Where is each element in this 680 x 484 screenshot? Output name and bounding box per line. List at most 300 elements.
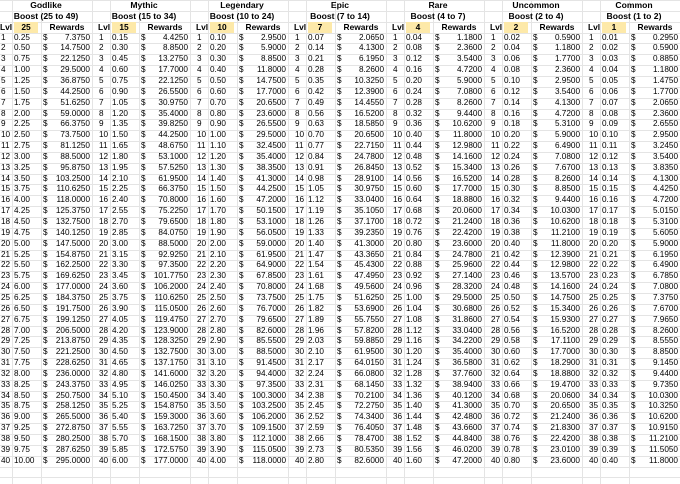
reward-cell[interactable]: 14.4550 (354, 97, 384, 107)
reward-cell[interactable]: 28.3200 (452, 282, 482, 292)
level-cell[interactable]: 16 (197, 195, 207, 205)
reward-cell[interactable]: 4.1300 (652, 173, 678, 183)
multiplier-cell[interactable]: 1.28 (406, 368, 422, 378)
reward-cell[interactable]: 2.0650 (652, 97, 678, 107)
multiplier-cell[interactable]: 1.40 (406, 401, 422, 411)
reward-cell[interactable]: 10.3250 (648, 401, 678, 411)
multiplier-cell[interactable]: 0.68 (406, 206, 422, 216)
reward-cell[interactable]: 5.3100 (652, 217, 678, 226)
reward-cell[interactable]: 76.4050 (354, 423, 384, 433)
multiplier-cell[interactable]: 0.15 (602, 184, 618, 194)
reward-cell[interactable]: 3.5400 (456, 54, 482, 64)
level-cell[interactable]: 12 (393, 151, 403, 161)
level-cell[interactable]: 33 (99, 379, 109, 389)
reward-cell[interactable]: 24.7800 (452, 249, 482, 259)
multiplier-cell[interactable]: 1.50 (112, 130, 128, 140)
level-cell[interactable]: 1 (393, 32, 398, 42)
reward-cell[interactable]: 14.1600 (452, 151, 482, 161)
reward-cell[interactable]: 5.9000 (456, 75, 482, 85)
level-cell[interactable]: 30 (99, 347, 109, 357)
multiplier-cell[interactable]: 0.32 (504, 195, 520, 205)
reward-cell[interactable]: 4.4250 (652, 184, 678, 194)
level-cell[interactable]: 26 (1, 303, 11, 313)
multiplier-cell[interactable]: 0.88 (406, 260, 422, 270)
reward-cell[interactable]: 20.6500 (354, 130, 384, 140)
reward-cell[interactable]: 10.9150 (648, 423, 678, 433)
level-cell[interactable]: 1 (589, 32, 594, 42)
multiplier-cell[interactable]: 0.28 (602, 325, 618, 335)
reward-cell[interactable]: 103.2500 (251, 401, 286, 411)
level-cell[interactable]: 26 (197, 303, 207, 313)
level-cell[interactable]: 4 (589, 65, 594, 75)
reward-cell[interactable]: 41.3000 (256, 173, 286, 183)
reward-cell[interactable]: 35.4000 (452, 347, 482, 357)
reward-cell[interactable]: 8.2600 (456, 97, 482, 107)
level-cell[interactable]: 11 (295, 141, 304, 151)
multiplier-cell[interactable]: 0.25 (14, 32, 30, 42)
multiplier-cell[interactable]: 2.55 (112, 206, 128, 216)
reward-cell[interactable]: 26.8450 (354, 162, 384, 172)
reward-cell[interactable]: 37.1700 (354, 217, 384, 226)
multiplier-cell[interactable]: 0.52 (406, 162, 422, 172)
reward-cell[interactable]: 8.2600 (358, 65, 384, 75)
reward-cell[interactable]: 5.9000 (260, 43, 286, 53)
multiplier-cell[interactable]: 1.82 (308, 303, 324, 313)
level-cell[interactable]: 27 (1, 314, 11, 324)
level-cell[interactable]: 32 (589, 368, 599, 378)
level-cell[interactable]: 24 (295, 282, 305, 292)
reward-cell[interactable]: 10.3250 (354, 75, 384, 85)
multiplier-cell[interactable]: 0.28 (406, 97, 422, 107)
reward-cell[interactable]: 14.7500 (256, 75, 286, 85)
level-cell[interactable]: 30 (491, 347, 501, 357)
boost-input-cell[interactable]: 2 (504, 22, 528, 33)
multiplier-cell[interactable]: 1.05 (308, 184, 324, 194)
multiplier-cell[interactable]: 3.75 (14, 184, 30, 194)
level-cell[interactable]: 24 (589, 282, 599, 292)
reward-cell[interactable]: 45.4300 (354, 260, 384, 270)
multiplier-cell[interactable]: 0.12 (504, 86, 520, 96)
reward-cell[interactable]: 101.7750 (153, 271, 188, 281)
multiplier-cell[interactable]: 0.30 (602, 347, 618, 357)
reward-cell[interactable]: 37.7600 (452, 368, 482, 378)
multiplier-cell[interactable]: 0.28 (504, 173, 520, 183)
multiplier-cell[interactable]: 4.50 (14, 217, 30, 226)
reward-cell[interactable]: 6.4900 (652, 260, 678, 270)
reward-cell[interactable]: 73.7500 (256, 292, 286, 302)
multiplier-cell[interactable]: 0.08 (602, 108, 618, 118)
multiplier-cell[interactable]: 5.00 (14, 238, 30, 248)
reward-cell[interactable]: 49.5600 (354, 282, 384, 292)
multiplier-cell[interactable]: 6.25 (14, 292, 30, 302)
multiplier-cell[interactable]: 3.45 (112, 271, 128, 281)
multiplier-cell[interactable]: 2.80 (308, 455, 324, 465)
level-cell[interactable]: 37 (197, 423, 207, 433)
reward-cell[interactable]: 9.4400 (456, 108, 482, 118)
multiplier-cell[interactable]: 0.16 (602, 195, 618, 205)
level-cell[interactable]: 36 (197, 412, 207, 422)
level-cell[interactable]: 3 (295, 54, 300, 64)
multiplier-cell[interactable]: 0.70 (308, 130, 324, 140)
multiplier-cell[interactable]: 1.00 (14, 65, 30, 75)
multiplier-cell[interactable]: 4.80 (112, 368, 128, 378)
reward-cell[interactable]: 33.0400 (354, 195, 384, 205)
multiplier-cell[interactable]: 0.60 (210, 86, 226, 96)
level-cell[interactable]: 2 (295, 43, 300, 53)
reward-cell[interactable]: 3.2450 (652, 141, 678, 151)
multiplier-cell[interactable]: 0.74 (504, 423, 520, 433)
level-cell[interactable]: 12 (1, 151, 11, 161)
multiplier-cell[interactable]: 9.50 (14, 434, 30, 443)
reward-cell[interactable]: 265.5000 (55, 412, 90, 422)
multiplier-cell[interactable]: 2.38 (308, 390, 324, 400)
level-cell[interactable]: 15 (1, 184, 11, 194)
level-cell[interactable]: 2 (393, 43, 398, 53)
reward-cell[interactable]: 44.2500 (256, 184, 286, 194)
multiplier-cell[interactable]: 0.70 (210, 97, 226, 107)
reward-cell[interactable]: 8.2600 (652, 325, 678, 335)
level-cell[interactable]: 23 (393, 271, 403, 281)
multiplier-cell[interactable]: 1.33 (308, 227, 324, 237)
level-cell[interactable]: 34 (99, 390, 109, 400)
multiplier-cell[interactable]: 2.31 (308, 379, 324, 389)
level-cell[interactable]: 7 (1, 97, 6, 107)
level-cell[interactable]: 11 (99, 141, 108, 151)
multiplier-cell[interactable]: 0.20 (406, 75, 422, 85)
reward-cell[interactable]: 23.0100 (550, 444, 580, 454)
multiplier-cell[interactable]: 0.26 (602, 303, 618, 313)
multiplier-cell[interactable]: 0.44 (406, 141, 422, 151)
reward-cell[interactable]: 154.8750 (153, 401, 188, 411)
reward-cell[interactable]: 26.5500 (158, 86, 188, 96)
level-cell[interactable]: 9 (1, 119, 6, 129)
multiplier-cell[interactable]: 1.25 (14, 75, 30, 85)
level-cell[interactable]: 4 (1, 65, 6, 75)
reward-cell[interactable]: 4.1300 (358, 43, 384, 53)
level-cell[interactable]: 7 (589, 97, 594, 107)
reward-cell[interactable]: 6.1950 (652, 249, 678, 259)
level-cell[interactable]: 25 (197, 292, 207, 302)
multiplier-cell[interactable]: 2.90 (210, 336, 226, 346)
reward-cell[interactable]: 5.9000 (554, 130, 580, 140)
level-cell[interactable]: 11 (1, 141, 10, 151)
level-cell[interactable]: 22 (589, 260, 599, 270)
multiplier-cell[interactable]: 4.20 (112, 325, 128, 335)
level-cell[interactable]: 18 (589, 217, 599, 226)
level-cell[interactable]: 25 (589, 292, 599, 302)
multiplier-cell[interactable]: 0.05 (602, 75, 618, 85)
level-cell[interactable]: 36 (589, 412, 599, 422)
multiplier-cell[interactable]: 1.60 (406, 455, 422, 465)
multiplier-cell[interactable]: 0.03 (602, 54, 618, 64)
multiplier-cell[interactable]: 1.75 (14, 97, 30, 107)
level-cell[interactable]: 24 (99, 282, 109, 292)
level-cell[interactable]: 4 (295, 65, 300, 75)
reward-cell[interactable]: 57.5250 (158, 162, 188, 172)
reward-cell[interactable]: 0.8850 (652, 54, 678, 64)
reward-cell[interactable]: 18.5850 (354, 119, 384, 129)
level-cell[interactable]: 34 (1, 390, 11, 400)
multiplier-cell[interactable]: 0.63 (308, 119, 324, 129)
level-cell[interactable]: 28 (393, 325, 403, 335)
reward-cell[interactable]: 10.0300 (648, 390, 678, 400)
level-cell[interactable]: 17 (295, 206, 305, 216)
multiplier-cell[interactable]: 1.40 (308, 238, 324, 248)
reward-cell[interactable]: 21.2400 (452, 217, 482, 226)
multiplier-cell[interactable]: 1.26 (308, 217, 324, 226)
multiplier-cell[interactable]: 0.72 (406, 217, 422, 226)
multiplier-cell[interactable]: 0.68 (504, 390, 520, 400)
level-cell[interactable]: 3 (491, 54, 496, 64)
multiplier-cell[interactable]: 8.00 (14, 368, 30, 378)
reward-cell[interactable]: 12.3900 (354, 86, 384, 96)
multiplier-cell[interactable]: 0.22 (602, 260, 618, 270)
level-cell[interactable]: 11 (197, 141, 206, 151)
reward-cell[interactable]: 287.6250 (55, 444, 90, 454)
level-cell[interactable]: 22 (197, 260, 207, 270)
level-cell[interactable]: 10 (99, 130, 109, 140)
level-cell[interactable]: 2 (197, 43, 202, 53)
reward-cell[interactable]: 84.0750 (158, 227, 188, 237)
multiplier-cell[interactable]: 2.10 (210, 249, 226, 259)
level-cell[interactable]: 33 (589, 379, 599, 389)
level-cell[interactable]: 18 (1, 217, 11, 226)
reward-cell[interactable]: 8.8500 (554, 184, 580, 194)
level-cell[interactable]: 39 (295, 444, 305, 454)
reward-cell[interactable]: 75.2250 (158, 206, 188, 216)
multiplier-cell[interactable]: 0.32 (602, 368, 618, 378)
level-cell[interactable]: 33 (393, 379, 403, 389)
level-cell[interactable]: 31 (99, 358, 109, 368)
multiplier-cell[interactable]: 0.16 (406, 65, 422, 75)
multiplier-cell[interactable]: 0.45 (112, 54, 128, 64)
boost-input-cell[interactable]: 1 (602, 22, 626, 33)
reward-cell[interactable]: 8.2600 (554, 173, 580, 183)
reward-cell[interactable]: 47.4950 (354, 271, 384, 281)
reward-cell[interactable]: 61.9500 (256, 249, 286, 259)
multiplier-cell[interactable]: 0.40 (504, 238, 520, 248)
level-cell[interactable]: 39 (491, 444, 501, 454)
reward-cell[interactable]: 4.7200 (652, 195, 678, 205)
reward-cell[interactable]: 39.2350 (354, 227, 384, 237)
level-cell[interactable]: 12 (491, 151, 501, 161)
multiplier-cell[interactable]: 0.09 (602, 119, 618, 129)
multiplier-cell[interactable]: 5.75 (14, 271, 30, 281)
reward-cell[interactable]: 29.5000 (60, 65, 90, 75)
multiplier-cell[interactable]: 4.00 (14, 195, 30, 205)
level-cell[interactable]: 39 (393, 444, 403, 454)
level-cell[interactable]: 22 (1, 260, 11, 270)
level-cell[interactable]: 2 (491, 43, 496, 53)
level-cell[interactable]: 38 (393, 434, 403, 443)
reward-cell[interactable]: 44.8400 (452, 434, 482, 443)
reward-cell[interactable]: 258.1250 (55, 401, 90, 411)
reward-cell[interactable]: 79.6500 (158, 217, 188, 226)
reward-cell[interactable]: 162.2500 (55, 260, 90, 270)
reward-cell[interactable]: 221.2500 (55, 347, 90, 357)
level-cell[interactable]: 20 (197, 238, 207, 248)
reward-cell[interactable]: 0.2950 (652, 32, 678, 42)
level-cell[interactable]: 12 (589, 151, 599, 161)
level-cell[interactable]: 18 (197, 217, 207, 226)
multiplier-cell[interactable]: 0.18 (602, 217, 618, 226)
multiplier-cell[interactable]: 0.17 (602, 206, 618, 216)
level-cell[interactable]: 27 (197, 314, 207, 324)
level-cell[interactable]: 16 (393, 195, 403, 205)
level-cell[interactable]: 40 (393, 455, 403, 465)
reward-cell[interactable]: 7.9650 (652, 314, 678, 324)
level-cell[interactable]: 19 (99, 227, 109, 237)
level-cell[interactable]: 22 (99, 260, 109, 270)
reward-cell[interactable]: 39.8250 (158, 119, 188, 129)
level-cell[interactable]: 15 (589, 184, 599, 194)
multiplier-cell[interactable]: 3.50 (210, 401, 226, 411)
multiplier-cell[interactable]: 0.66 (504, 379, 520, 389)
multiplier-cell[interactable]: 0.04 (602, 65, 618, 75)
level-cell[interactable]: 12 (295, 151, 305, 161)
multiplier-cell[interactable]: 0.36 (504, 217, 520, 226)
reward-cell[interactable]: 2.9500 (652, 130, 678, 140)
reward-cell[interactable]: 22.4200 (452, 227, 482, 237)
multiplier-cell[interactable]: 4.00 (210, 455, 226, 465)
multiplier-cell[interactable]: 0.24 (504, 151, 520, 161)
reward-cell[interactable]: 11.5050 (649, 444, 678, 454)
level-cell[interactable]: 4 (491, 65, 496, 75)
level-cell[interactable]: 10 (589, 130, 599, 140)
reward-cell[interactable]: 5.6050 (652, 227, 678, 237)
multiplier-cell[interactable]: 0.39 (602, 444, 618, 454)
reward-cell[interactable]: 118.0000 (252, 455, 286, 465)
reward-cell[interactable]: 33.0400 (452, 325, 482, 335)
multiplier-cell[interactable]: 1.36 (406, 390, 422, 400)
reward-cell[interactable]: 1.1800 (652, 65, 678, 75)
reward-cell[interactable]: 14.7500 (60, 43, 90, 53)
multiplier-cell[interactable]: 1.20 (406, 347, 422, 357)
level-cell[interactable]: 37 (393, 423, 403, 433)
multiplier-cell[interactable]: 0.60 (504, 347, 520, 357)
multiplier-cell[interactable]: 1.40 (210, 173, 226, 183)
level-cell[interactable]: 27 (295, 314, 305, 324)
level-cell[interactable]: 36 (99, 412, 109, 422)
level-cell[interactable]: 15 (197, 184, 207, 194)
multiplier-cell[interactable]: 1.60 (210, 195, 226, 205)
level-cell[interactable]: 33 (295, 379, 305, 389)
reward-cell[interactable]: 56.0500 (256, 227, 286, 237)
level-cell[interactable]: 32 (99, 368, 109, 378)
reward-cell[interactable]: 17.7000 (158, 65, 188, 75)
level-cell[interactable]: 18 (393, 217, 403, 226)
reward-cell[interactable]: 1.7700 (554, 54, 580, 64)
reward-cell[interactable]: 11.8000 (257, 65, 286, 75)
reward-cell[interactable]: 41.3000 (452, 401, 482, 411)
level-cell[interactable]: 38 (491, 434, 501, 443)
level-cell[interactable]: 11 (393, 141, 402, 151)
multiplier-cell[interactable]: 5.50 (14, 260, 30, 270)
level-cell[interactable]: 17 (99, 206, 109, 216)
level-cell[interactable]: 5 (295, 75, 300, 85)
multiplier-cell[interactable]: 3.60 (112, 282, 128, 292)
reward-cell[interactable]: 66.3750 (60, 119, 90, 129)
level-cell[interactable]: 29 (589, 336, 599, 346)
multiplier-cell[interactable]: 0.14 (602, 173, 618, 183)
multiplier-cell[interactable]: 0.21 (602, 249, 618, 259)
level-cell[interactable]: 31 (393, 358, 403, 368)
level-cell[interactable]: 34 (589, 390, 599, 400)
reward-cell[interactable]: 154.8750 (55, 249, 90, 259)
level-cell[interactable]: 17 (197, 206, 207, 216)
reward-cell[interactable]: 67.8500 (256, 271, 286, 281)
reward-cell[interactable]: 24.7800 (354, 151, 384, 161)
level-cell[interactable]: 32 (295, 368, 305, 378)
level-cell[interactable]: 23 (295, 271, 305, 281)
level-cell[interactable]: 28 (99, 325, 109, 335)
reward-cell[interactable]: 42.4800 (452, 412, 482, 422)
multiplier-cell[interactable]: 3.00 (112, 238, 128, 248)
reward-cell[interactable]: 177.0000 (153, 455, 188, 465)
reward-cell[interactable]: 26.5500 (256, 119, 286, 129)
multiplier-cell[interactable]: 1.35 (112, 119, 128, 129)
multiplier-cell[interactable]: 5.25 (112, 401, 128, 411)
level-cell[interactable]: 35 (197, 401, 207, 411)
level-cell[interactable]: 20 (1, 238, 11, 248)
reward-cell[interactable]: 59.0000 (256, 238, 286, 248)
multiplier-cell[interactable]: 0.80 (406, 238, 422, 248)
level-cell[interactable]: 5 (99, 75, 104, 85)
multiplier-cell[interactable]: 1.68 (308, 282, 324, 292)
reward-cell[interactable]: 1.7700 (652, 86, 678, 96)
multiplier-cell[interactable]: 0.77 (308, 141, 324, 151)
reward-cell[interactable]: 106.2000 (153, 282, 188, 292)
multiplier-cell[interactable]: 3.70 (210, 423, 226, 433)
reward-cell[interactable]: 59.0000 (60, 108, 90, 118)
multiplier-cell[interactable]: 0.64 (504, 368, 520, 378)
multiplier-cell[interactable]: 0.18 (504, 119, 520, 129)
multiplier-cell[interactable]: 7.25 (14, 336, 30, 346)
multiplier-cell[interactable]: 8.25 (14, 379, 30, 389)
multiplier-cell[interactable]: 2.85 (112, 227, 128, 237)
reward-cell[interactable]: 8.5550 (652, 336, 678, 346)
reward-cell[interactable]: 11.2100 (649, 434, 678, 443)
level-cell[interactable]: 15 (99, 184, 109, 194)
level-cell[interactable]: 29 (295, 336, 305, 346)
reward-cell[interactable]: 295.0000 (55, 455, 90, 465)
level-cell[interactable]: 25 (99, 292, 109, 302)
multiplier-cell[interactable]: 2.60 (210, 303, 226, 313)
reward-cell[interactable]: 31.8600 (452, 314, 482, 324)
level-cell[interactable]: 21 (589, 249, 599, 259)
multiplier-cell[interactable]: 2.45 (308, 401, 324, 411)
level-cell[interactable]: 1 (1, 32, 6, 42)
reward-cell[interactable]: 11.8000 (649, 455, 678, 465)
level-cell[interactable]: 31 (589, 358, 599, 368)
level-cell[interactable]: 35 (295, 401, 305, 411)
reward-cell[interactable]: 9.1450 (652, 358, 678, 368)
reward-cell[interactable]: 1.4750 (652, 75, 678, 85)
multiplier-cell[interactable]: 0.32 (406, 108, 422, 118)
level-cell[interactable]: 40 (295, 455, 305, 465)
level-cell[interactable]: 39 (589, 444, 599, 454)
multiplier-cell[interactable]: 0.38 (602, 434, 618, 443)
level-cell[interactable]: 18 (99, 217, 109, 226)
reward-cell[interactable]: 11.2100 (551, 227, 580, 237)
multiplier-cell[interactable]: 0.75 (14, 54, 30, 64)
multiplier-cell[interactable]: 0.40 (210, 65, 226, 75)
reward-cell[interactable]: 17.1100 (551, 336, 580, 346)
multiplier-cell[interactable]: 0.24 (602, 282, 618, 292)
reward-cell[interactable]: 115.0500 (154, 303, 188, 313)
level-cell[interactable]: 10 (295, 130, 305, 140)
reward-cell[interactable]: 146.0250 (153, 379, 188, 389)
